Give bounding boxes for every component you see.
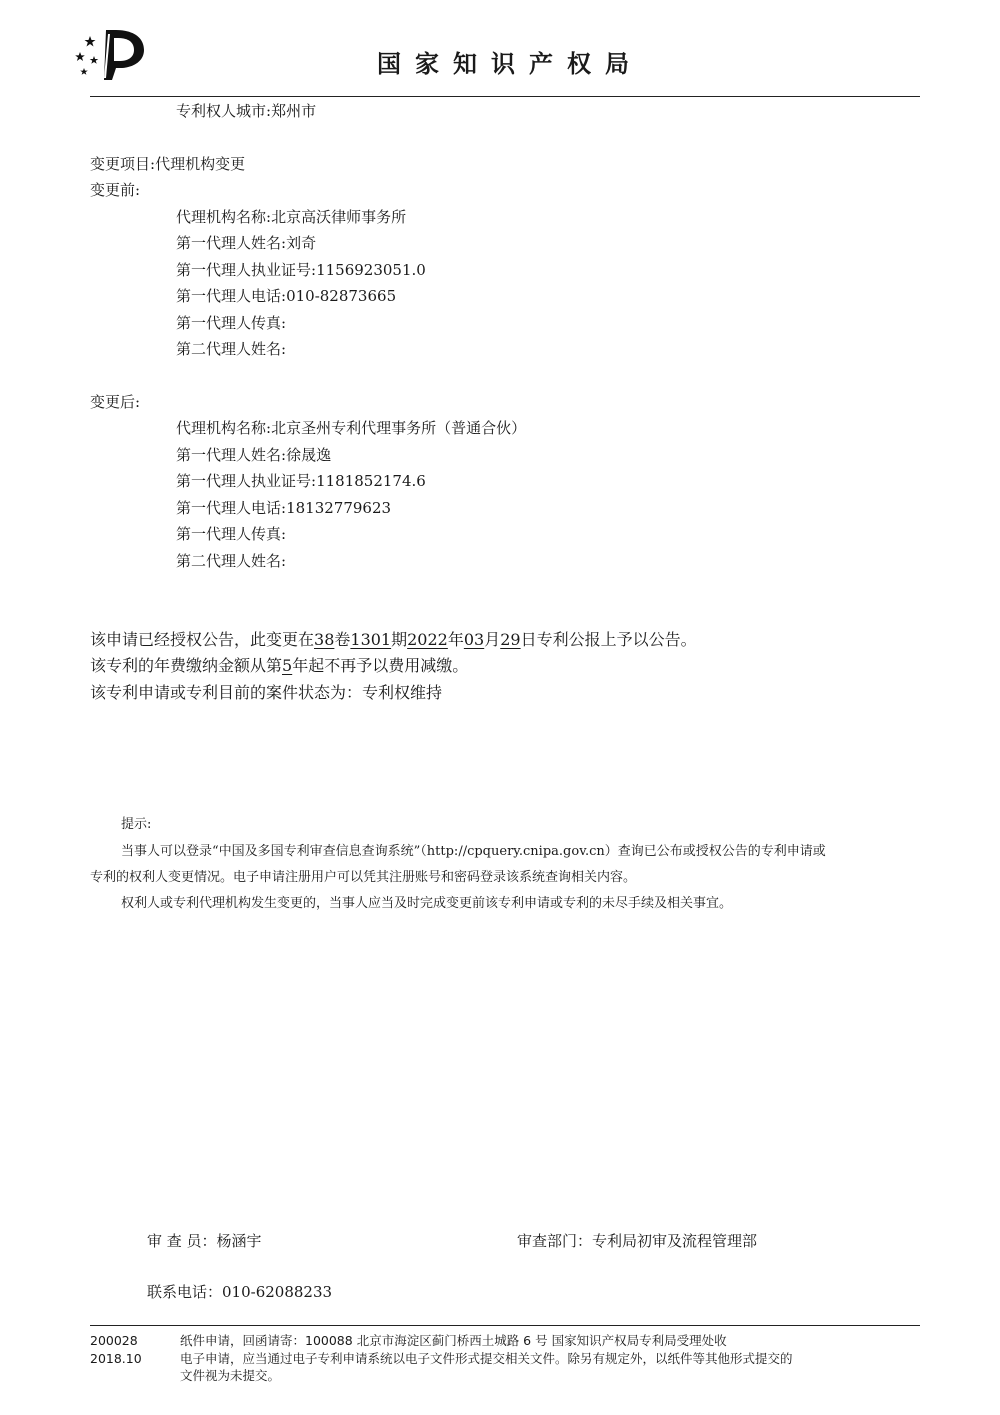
field-label: 第一代理人电话: [176, 499, 287, 517]
field-label: 第二代理人姓名: [176, 552, 287, 570]
examiner-label: 审 查 员： [147, 1232, 217, 1250]
field-label: 第一代理人执业证号: [176, 472, 317, 490]
patentee-city-value: 郑州市 [271, 102, 317, 120]
tips-paragraph-1-line-2: 专利的权利人变更情况。电子申请注册用户可以凭其注册账号和密码登录该系统查询相关内容。 [90, 870, 637, 885]
announcement-line [90, 630, 697, 650]
gazette-issue: 1301 [350, 630, 392, 649]
field-value: 刘奇 [286, 234, 317, 252]
examiner [147, 1232, 262, 1250]
year-suffix: 年 [447, 630, 464, 649]
tips-title: 提示: [121, 817, 152, 832]
footer-line-2: 电子申请，应当通过电子专利申请系统以电子文件形式提交相关文件。除另有规定外，以纸件等其他形式提交的 [180, 1351, 793, 1366]
field-value: 1181852174.6 [316, 472, 426, 490]
field-value: 徐晟逸 [286, 446, 332, 464]
before-field [176, 340, 286, 358]
change-item-value: 代理机构变更 [155, 155, 246, 173]
fee-prefix: 该专利的年费缴纳金额从第 [90, 656, 283, 675]
field-label: 第一代理人姓名: [176, 446, 287, 464]
before-field [176, 261, 426, 279]
gazette-month: 03 [463, 630, 485, 649]
field-label: 代理机构名称: [176, 419, 272, 437]
before-field [176, 208, 406, 226]
issue-suffix: 期 [391, 630, 408, 649]
field-label: 第一代理人传真: [176, 314, 287, 332]
before-field [176, 314, 286, 332]
tips-paragraph-1-line-1: 当事人可以登录“中国及多国专利审查信息查询系统”（http://cpquery.cnipa.gov.cn）查询已公布或授权公告的专利申请或 [121, 844, 826, 859]
department-label: 审查部门： [517, 1232, 593, 1250]
case-status-label: 该专利申请或专利目前的案件状态为： [90, 683, 363, 702]
announcement-prefix: 该申请已经授权公告，此变更在 [90, 630, 315, 649]
contact-phone [147, 1283, 332, 1301]
case-status [90, 683, 442, 703]
org-title: 国家知识产权局 [377, 50, 643, 78]
after-field [176, 419, 526, 437]
department-name: 专利局初审及流程管理部 [592, 1232, 758, 1250]
field-value: 北京高沃律师事务所 [271, 208, 407, 226]
form-date: 2018.10 [90, 1351, 142, 1366]
tips-paragraph-2: 权利人或专利代理机构发生变更的，当事人应当及时完成变更前该专利申请或专利的未尽手续及相关事宜。 [121, 896, 733, 911]
field-value: 1156923051.0 [316, 261, 426, 279]
department [517, 1232, 757, 1250]
month-suffix: 月 [484, 630, 501, 649]
field-label: 第二代理人姓名: [176, 340, 287, 358]
header-rule [90, 96, 920, 97]
field-value: 北京圣州专利代理事务所（普通合伙） [271, 419, 527, 437]
gazette-day: 29 [500, 630, 521, 649]
after-field [176, 499, 391, 517]
footer-line-1: 纸件申请，回函请寄：100088 北京市海淀区蓟门桥西土城路 6 号 国家知识产权局专利局受理处收 [180, 1333, 727, 1348]
day-suffix: 日专利公报上予以公告。 [520, 630, 697, 649]
after-title: 变更后: [90, 393, 141, 411]
after-field [176, 446, 331, 464]
before-field [176, 287, 396, 305]
gazette-year: 2022 [407, 630, 448, 649]
footer-line-3: 文件视为未提交。 [180, 1368, 281, 1383]
field-value: 18132779623 [286, 499, 392, 517]
volume-suffix: 卷 [334, 630, 351, 649]
fee-suffix: 年起不再予以费用减缴。 [292, 656, 469, 675]
after-field [176, 525, 286, 543]
after-field [176, 472, 426, 490]
fee-year-number: 5 [282, 656, 293, 675]
after-field [176, 552, 286, 570]
form-code: 200028 [90, 1333, 138, 1348]
field-label: 第一代理人传真: [176, 525, 287, 543]
field-label: 代理机构名称: [176, 208, 272, 226]
contact-phone-value: 010-62088233 [222, 1283, 333, 1301]
patentee-city [176, 102, 316, 120]
patentee-city-label: 专利权人城市: [176, 102, 272, 120]
examiner-name: 杨涵宇 [216, 1232, 262, 1250]
field-label: 第一代理人电话: [176, 287, 287, 305]
before-title: 变更前: [90, 181, 141, 199]
case-status-value: 专利权维持 [362, 683, 443, 702]
fee-notice [90, 656, 468, 676]
gazette-volume: 38 [314, 630, 335, 649]
before-field [176, 234, 316, 252]
field-value: 010-82873665 [286, 287, 397, 305]
field-label: 第一代理人姓名: [176, 234, 287, 252]
change-item [90, 155, 245, 173]
footer-rule [90, 1325, 920, 1326]
field-label: 第一代理人执业证号: [176, 261, 317, 279]
change-item-label: 变更项目: [90, 155, 156, 173]
contact-phone-label: 联系电话： [147, 1283, 223, 1301]
